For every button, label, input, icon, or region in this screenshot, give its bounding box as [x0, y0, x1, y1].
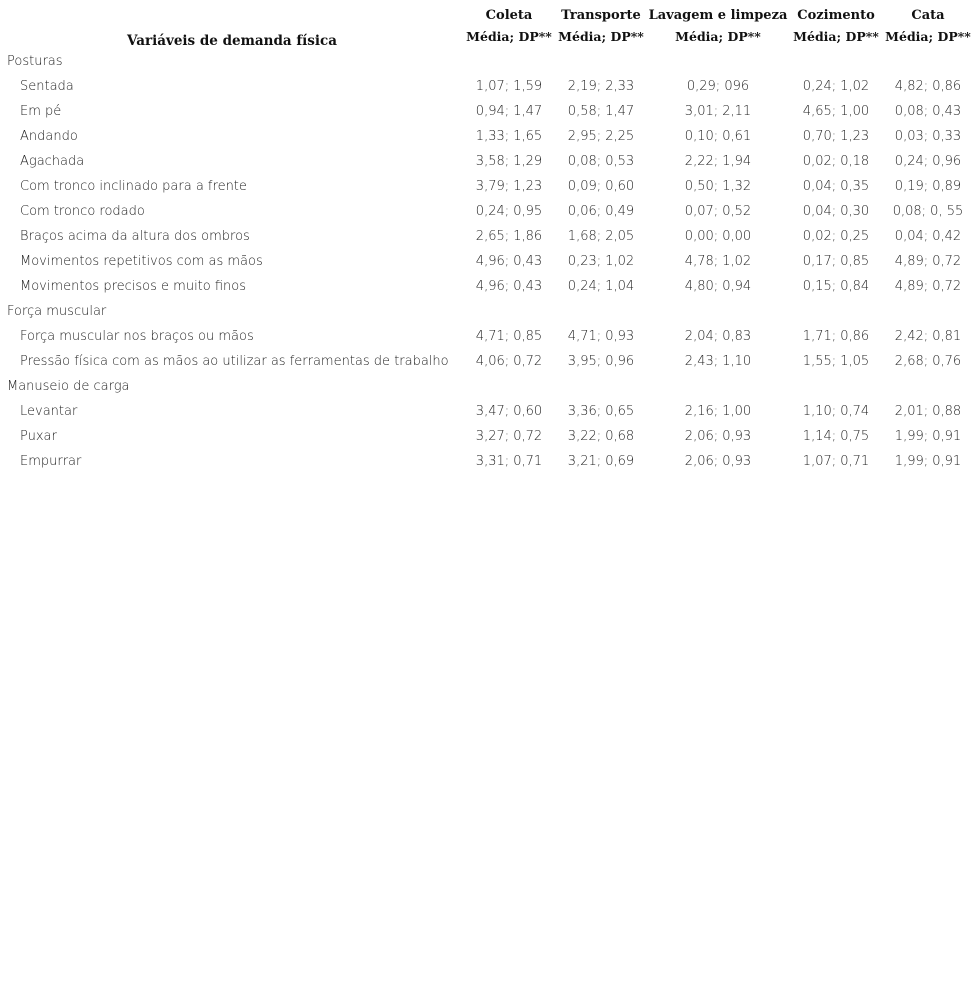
value-cell: 3,58; 1,29	[475, 154, 543, 169]
column-header-coleta: Coleta	[485, 8, 533, 23]
value-cell: 1,07; 1,59	[475, 79, 543, 94]
value-cell: 2,68; 0,76	[894, 354, 962, 369]
value-cell: 1,71; 0,86	[802, 329, 870, 344]
value-cell: 2,16; 1,00	[684, 404, 752, 419]
value-cell: 0,04; 0,42	[894, 229, 962, 244]
value-cell: 0,07; 0,52	[684, 204, 752, 219]
row-label: Empurrar	[20, 454, 82, 469]
row-label: Puxar	[20, 429, 57, 444]
value-cell: 2,95; 2,25	[567, 129, 635, 144]
table-row	[2, 399, 974, 424]
column-header-cozimento: Cozimento	[797, 8, 875, 23]
value-cell: 4,71; 0,85	[475, 329, 543, 344]
value-cell: 2,19; 2,33	[567, 79, 635, 94]
value-cell: 0,02; 0,18	[802, 154, 870, 169]
value-cell: 4,71; 0,93	[567, 329, 635, 344]
value-cell: 0,50; 1,32	[684, 179, 752, 194]
value-cell: 0,58; 1,47	[567, 104, 635, 119]
value-cell: 0,19; 0,89	[894, 179, 962, 194]
table-row	[2, 274, 974, 299]
section-row	[2, 49, 974, 74]
subheader-mean-sd: Média; DP**	[558, 28, 644, 44]
value-cell: 1,07; 0,71	[802, 454, 870, 469]
table-row	[2, 199, 974, 224]
row-label: Agachada	[20, 154, 85, 169]
value-cell: 4,06; 0,72	[475, 354, 543, 369]
section-row	[2, 374, 974, 399]
row-label: Levantar	[20, 404, 78, 419]
section-title: Força muscular	[7, 304, 107, 319]
value-cell: 0,02; 0,25	[802, 229, 870, 244]
table-row	[2, 249, 974, 274]
value-cell: 3,36; 0,65	[567, 404, 635, 419]
value-cell: 0,23; 1,02	[567, 254, 635, 269]
value-cell: 1,99; 0,91	[894, 429, 962, 444]
value-cell: 1,33; 1,65	[475, 129, 543, 144]
table-row	[2, 449, 974, 474]
value-cell: 3,47; 0,60	[475, 404, 543, 419]
row-label: Sentada	[20, 79, 74, 94]
value-cell: 0,24; 0,95	[475, 204, 543, 219]
value-cell: 0,04; 0,35	[802, 179, 870, 194]
row-label: Movimentos precisos e muito finos	[20, 279, 247, 294]
value-cell: 4,80; 0,94	[684, 279, 752, 294]
table-row	[2, 224, 974, 249]
value-cell: 0,70; 1,23	[802, 129, 870, 144]
subheader-mean-sd: Média; DP**	[885, 28, 971, 44]
value-cell: 3,01; 2,11	[684, 104, 752, 119]
table-row	[2, 99, 974, 124]
value-cell: 4,78; 1,02	[684, 254, 752, 269]
value-cell: 0,04; 0,30	[802, 204, 870, 219]
value-cell: 0,94; 1,47	[475, 104, 543, 119]
value-cell: 2,04; 0,83	[684, 329, 752, 344]
table-row	[2, 124, 974, 149]
value-cell: 0,24; 1,02	[802, 79, 870, 94]
physical-demand-table	[2, 0, 974, 474]
value-cell: 2,65; 1,86	[475, 229, 543, 244]
value-cell: 2,43; 1,10	[684, 354, 752, 369]
value-cell: 1,14; 0,75	[802, 429, 870, 444]
value-cell: 4,96; 0,43	[475, 254, 543, 269]
value-cell: 2,06; 0,93	[684, 454, 752, 469]
row-label: Andando	[20, 129, 78, 144]
value-cell: 4,89; 0,72	[894, 279, 962, 294]
value-cell: 0,24; 1,04	[567, 279, 635, 294]
section-title: Manuseio de carga	[7, 379, 130, 394]
value-cell: 3,27; 0,72	[475, 429, 543, 444]
value-cell: 1,99; 0,91	[894, 454, 962, 469]
value-cell: 0,08; 0,43	[894, 104, 962, 119]
column-header-lavagem: Lavagem e limpeza	[648, 8, 788, 23]
value-cell: 0,00; 0,00	[684, 229, 752, 244]
physical-demand-table-container	[0, 0, 976, 474]
subheader-mean-sd: Média; DP**	[675, 28, 761, 44]
value-cell: 0,29; 096	[686, 79, 750, 94]
column-header-transporte: Transporte	[561, 8, 641, 23]
row-label: Pressão física com as mãos ao utilizar as ferramentas de trabalho	[20, 354, 449, 369]
subheader-mean-sd: Média; DP**	[793, 28, 879, 44]
value-cell: 1,10; 0,74	[802, 404, 870, 419]
value-cell: 0,03; 0,33	[894, 129, 962, 144]
value-cell: 0,08; 0,53	[567, 154, 635, 169]
value-cell: 3,22; 0,68	[567, 429, 635, 444]
value-cell: 2,42; 0,81	[894, 329, 962, 344]
table-row	[2, 324, 974, 349]
value-cell: 0,17; 0,85	[802, 254, 870, 269]
value-cell: 3,31; 0,71	[475, 454, 543, 469]
row-label: Em pé	[20, 104, 62, 119]
value-cell: 0,24; 0,96	[894, 154, 962, 169]
table-body	[2, 49, 974, 474]
row-label: Com tronco inclinado para a frente	[20, 179, 247, 194]
variable-column-header: Variáveis de demanda física	[127, 33, 337, 49]
value-cell: 2,06; 0,93	[684, 429, 752, 444]
value-cell: 0,09; 0,60	[567, 179, 635, 194]
row-label: Braços acima da altura dos ombros	[20, 229, 250, 244]
row-label: Força muscular nos braços ou mãos	[20, 329, 254, 344]
column-header-cata: Cata	[911, 8, 945, 23]
value-cell: 3,95; 0,96	[567, 354, 635, 369]
value-cell: 4,82; 0,86	[894, 79, 962, 94]
section-title: Posturas	[7, 54, 63, 69]
value-cell: 4,65; 1,00	[802, 104, 870, 119]
table-header	[2, 0, 974, 49]
row-label: Movimentos repetitivos com as mãos	[20, 254, 263, 269]
value-cell: 0,10; 0,61	[684, 129, 752, 144]
table-row	[2, 74, 974, 99]
table-row	[2, 149, 974, 174]
value-cell: 2,01; 0,88	[894, 404, 962, 419]
value-cell: 4,96; 0,43	[475, 279, 543, 294]
value-cell: 0,06; 0,49	[567, 204, 635, 219]
value-cell: 0,15; 0,84	[802, 279, 870, 294]
subheader-mean-sd: Média; DP**	[466, 28, 552, 44]
value-cell: 2,22; 1,94	[684, 154, 752, 169]
value-cell: 3,79; 1,23	[475, 179, 543, 194]
value-cell: 0,08; 0, 55	[892, 204, 964, 219]
table-row	[2, 349, 974, 374]
table-row	[2, 424, 974, 449]
section-row	[2, 299, 974, 324]
value-cell: 1,68; 2,05	[567, 229, 635, 244]
value-cell: 1,55; 1,05	[802, 354, 870, 369]
value-cell: 4,89; 0,72	[894, 254, 962, 269]
table-row	[2, 174, 974, 199]
value-cell: 3,21; 0,69	[567, 454, 635, 469]
row-label: Com tronco rodado	[20, 204, 145, 219]
